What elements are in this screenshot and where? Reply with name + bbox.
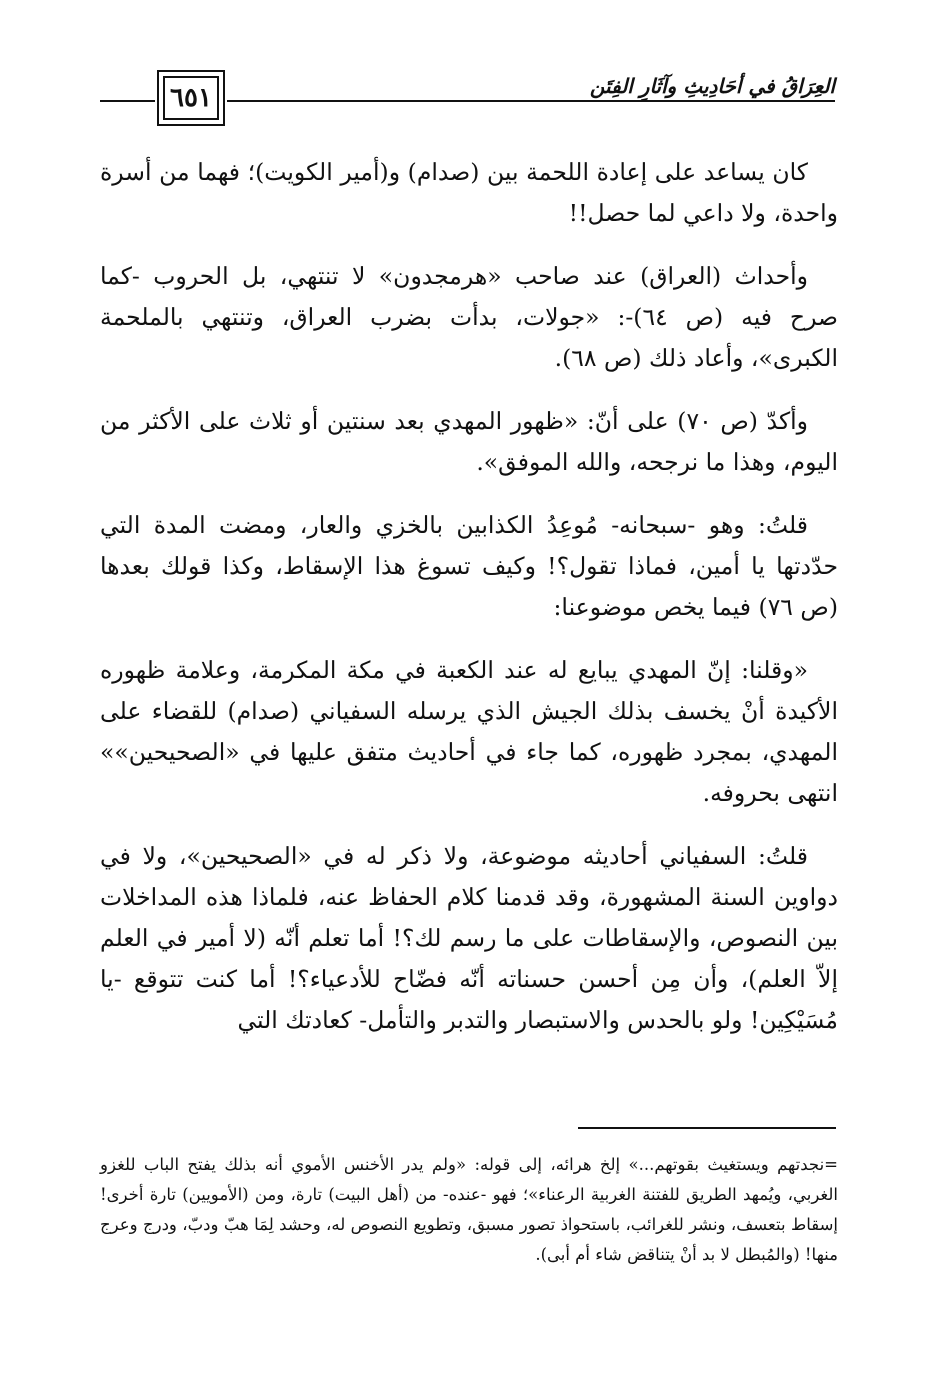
paragraph: قلتُ: وهو -سبحانه- مُوعِدُ الكذابين بالخزي والعار، ومضت المدة التي حدّدتها يا أمين، فماذا تقول؟! وكيف تسوغ هذا الإسقاط، وكذا قولك بعدها (ص ٧٦) فيما يخص موضوعنا: — [100, 511, 838, 621]
page-number: ٦٥١ — [163, 76, 219, 120]
page-number-box — [157, 70, 225, 126]
paragraph: قلتُ: السفياني أحاديثه موضوعة، ولا ذكر له في «الصحيحين»، ولا في دواوين السنة المشهورة، وقد قدمنا كلام الحفاظ عنه، فلماذا هذه المداخلات بين النصوص، والإسقاطات على ما رسم لك؟! أما تعلم أنّه (لا أمير في العلم إلاّ العلم)، وأن مِن أحسن حسناته أنّه فضّاح للأدعياء؟! أما كنت تتوقع -يا مُسَيْكِين! ولو بالحدس والاستبصار والتدبر والتأمل- كعادتك التي — [100, 842, 838, 1034]
header-rule-right — [227, 100, 835, 102]
paragraph: كان يساعد على إعادة اللحمة بين (صدام) و(أمير الكويت)؛ فهما من أسرة واحدة، ولا داعي لما حصل!! — [100, 158, 838, 227]
paragraph: وأحداث (العراق) عند صاحب «هرمجدون» لا تنتهي، بل الحروب -كما صرح فيه (ص ٦٤)-: «جولات، بدأت بضرب العراق، وتنتهي بالملحمة الكبرى»، وأعاد ذلك (ص ٦٨). — [100, 262, 838, 372]
footnote — [100, 1150, 838, 1270]
running-title: العِرَاقُ في أحَادِيثِ وآثَارِ الفِتَن — [584, 74, 835, 98]
main-text — [100, 152, 838, 1063]
header-rule-left — [100, 100, 155, 102]
footnote-text: =نجدتهم ويستغيث بقوتهم...» إلخ هرائه، إلى قوله: «ولم يدر الأخنس الأموي أنه بذلك يفتح الباب للغزو الغربي، ويُمهد الطريق للفتنة الغربية الرعناء»؛ فهو -عنده- من (أهل البيت) تارة، ومن (الأمويين) تارة أخرى! إسقاط بتعسف، ونشر للغرائب، باستحواذ تصور مسبق، وتطويع النصوص له، وحشد لِمَا هبّ ودبّ، ودرج وعرج منها! (والمُبطل لا بد أنْ يتناقض شاء أم أبى). — [100, 1155, 838, 1264]
paragraph: «وقلنا: إنّ المهدي يبايع له عند الكعبة في مكة المكرمة، وعلامة ظهوره الأكيدة أنْ يخسف بذلك الجيش الذي يرسله السفياني (صدام) للقضاء على المهدي، بمجرد ظهوره، كما جاء في أحاديث متفق عليها في «الصحيحين»» انتهى بحروفه. — [100, 656, 838, 807]
paragraph: وأكدّ (ص ٧٠) على أنّ: «ظهور المهدي بعد سنتين أو ثلاث على الأكثر من اليوم، وهذا ما نرجحه، والله الموفق». — [100, 407, 838, 476]
page-header — [100, 58, 835, 128]
footnote-separator — [578, 1127, 836, 1129]
